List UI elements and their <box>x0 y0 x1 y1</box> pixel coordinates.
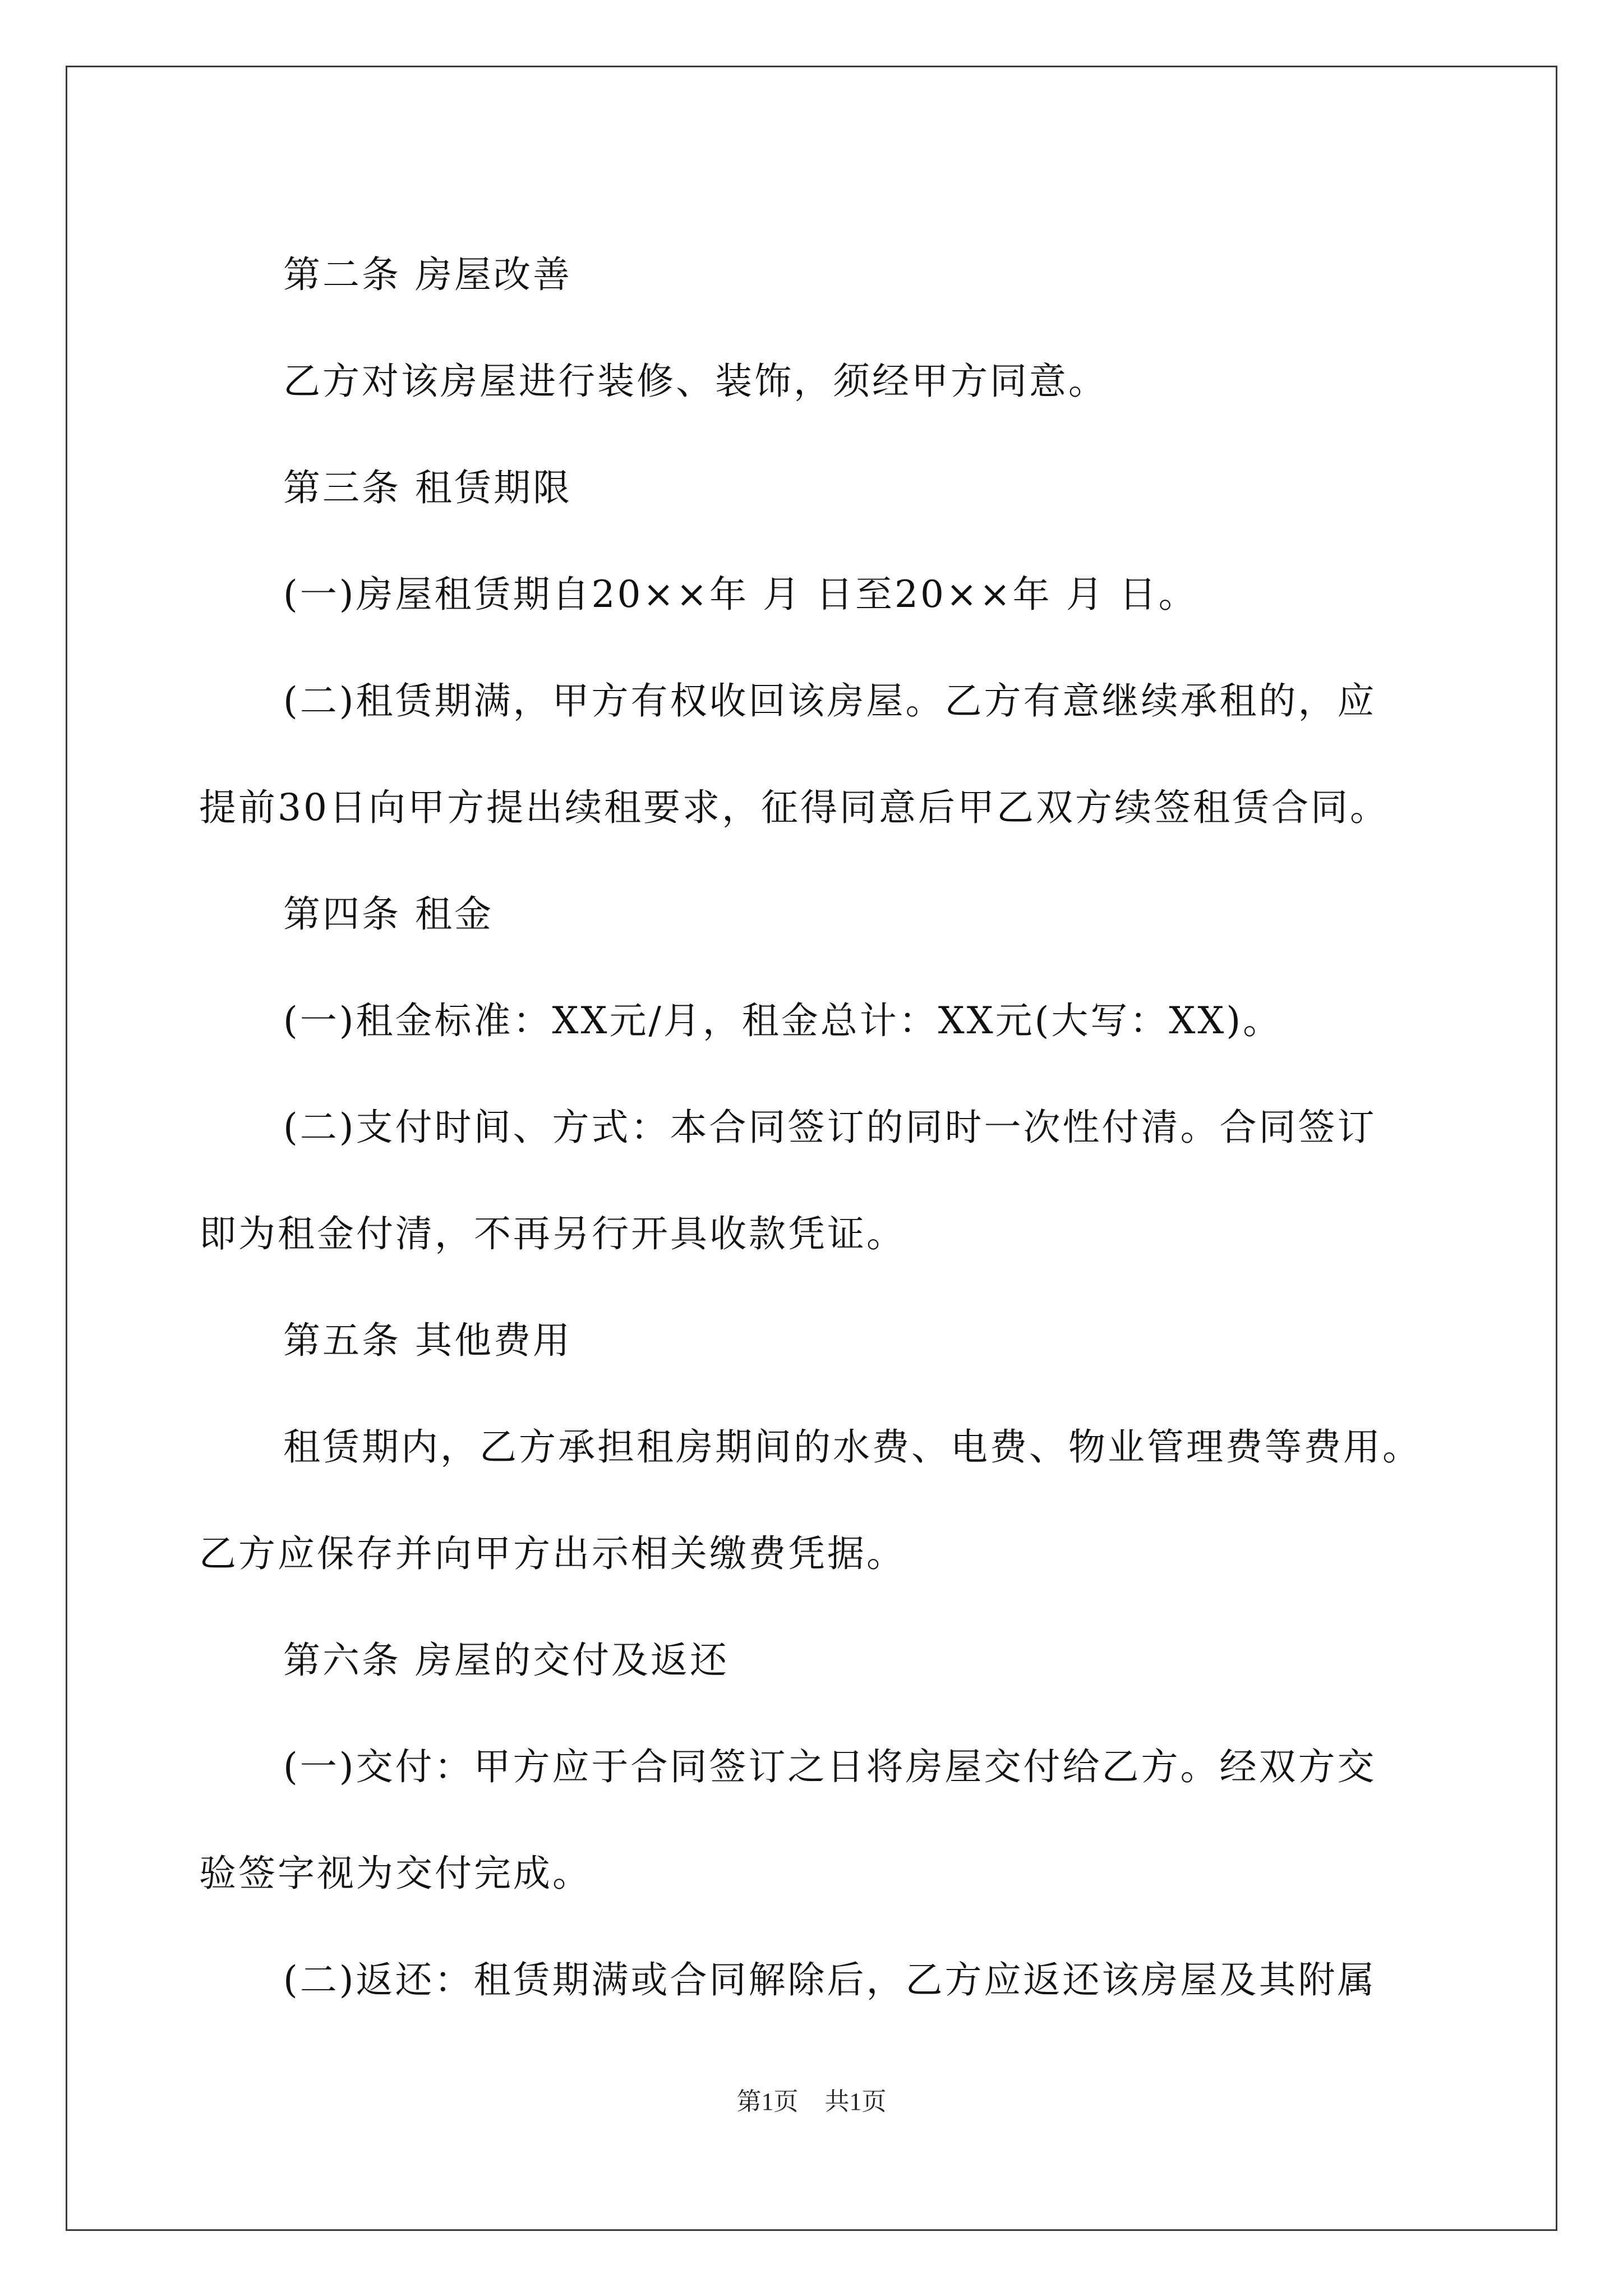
paragraph: 租赁期内，乙方承担租房期间的水费、电费、物业管理费等费用。 <box>283 1425 1422 1469</box>
page-number: 第1页 <box>736 2088 799 2115</box>
paragraph: 第四条 租金 <box>283 892 494 936</box>
paragraph: (二)支付时间、方式：本合同签订的同时一次性付清。合同签订 <box>283 1106 1377 1149</box>
paragraph: (一)交付：甲方应于合同签订之日将房屋交付给乙方。经双方交 <box>283 1745 1377 1788</box>
paragraph: (二)租赁期满，甲方有权收回该房屋。乙方有意继续承租的，应 <box>283 679 1377 723</box>
paragraph: 提前30日向甲方提出续租要求，征得同意后甲乙双方续签租赁合同。 <box>199 786 1389 829</box>
paragraph: (一)租金标准：XX元/月，租金总计：XX元(大写：XX)。 <box>283 999 1283 1042</box>
paragraph: 第二条 房屋改善 <box>283 253 572 296</box>
paragraph: 乙方对该房屋进行装修、装饰，须经甲方同意。 <box>283 360 1108 403</box>
page-total: 共1页 <box>824 2088 887 2115</box>
document-body <box>199 222 1455 2033</box>
paragraph: 即为租金付清，不再另行开具收款凭证。 <box>199 1212 906 1255</box>
paragraph: 乙方应保存并向甲方出示相关缴费凭据。 <box>199 1532 906 1575</box>
paragraph: 验签字视为交付完成。 <box>199 1852 592 1895</box>
page-footer <box>0 2081 1623 2117</box>
paragraph: (一)房屋租赁期自20××年 月 日至20××年 月 日。 <box>283 573 1198 616</box>
paragraph: 第五条 其他费用 <box>283 1319 572 1362</box>
paragraph: (二)返还：租赁期满或合同解除后，乙方应返还该房屋及其附属 <box>283 1958 1377 2001</box>
paragraph: 第三条 租赁期限 <box>283 466 572 509</box>
paragraph: 第六条 房屋的交付及返还 <box>283 1639 729 1682</box>
